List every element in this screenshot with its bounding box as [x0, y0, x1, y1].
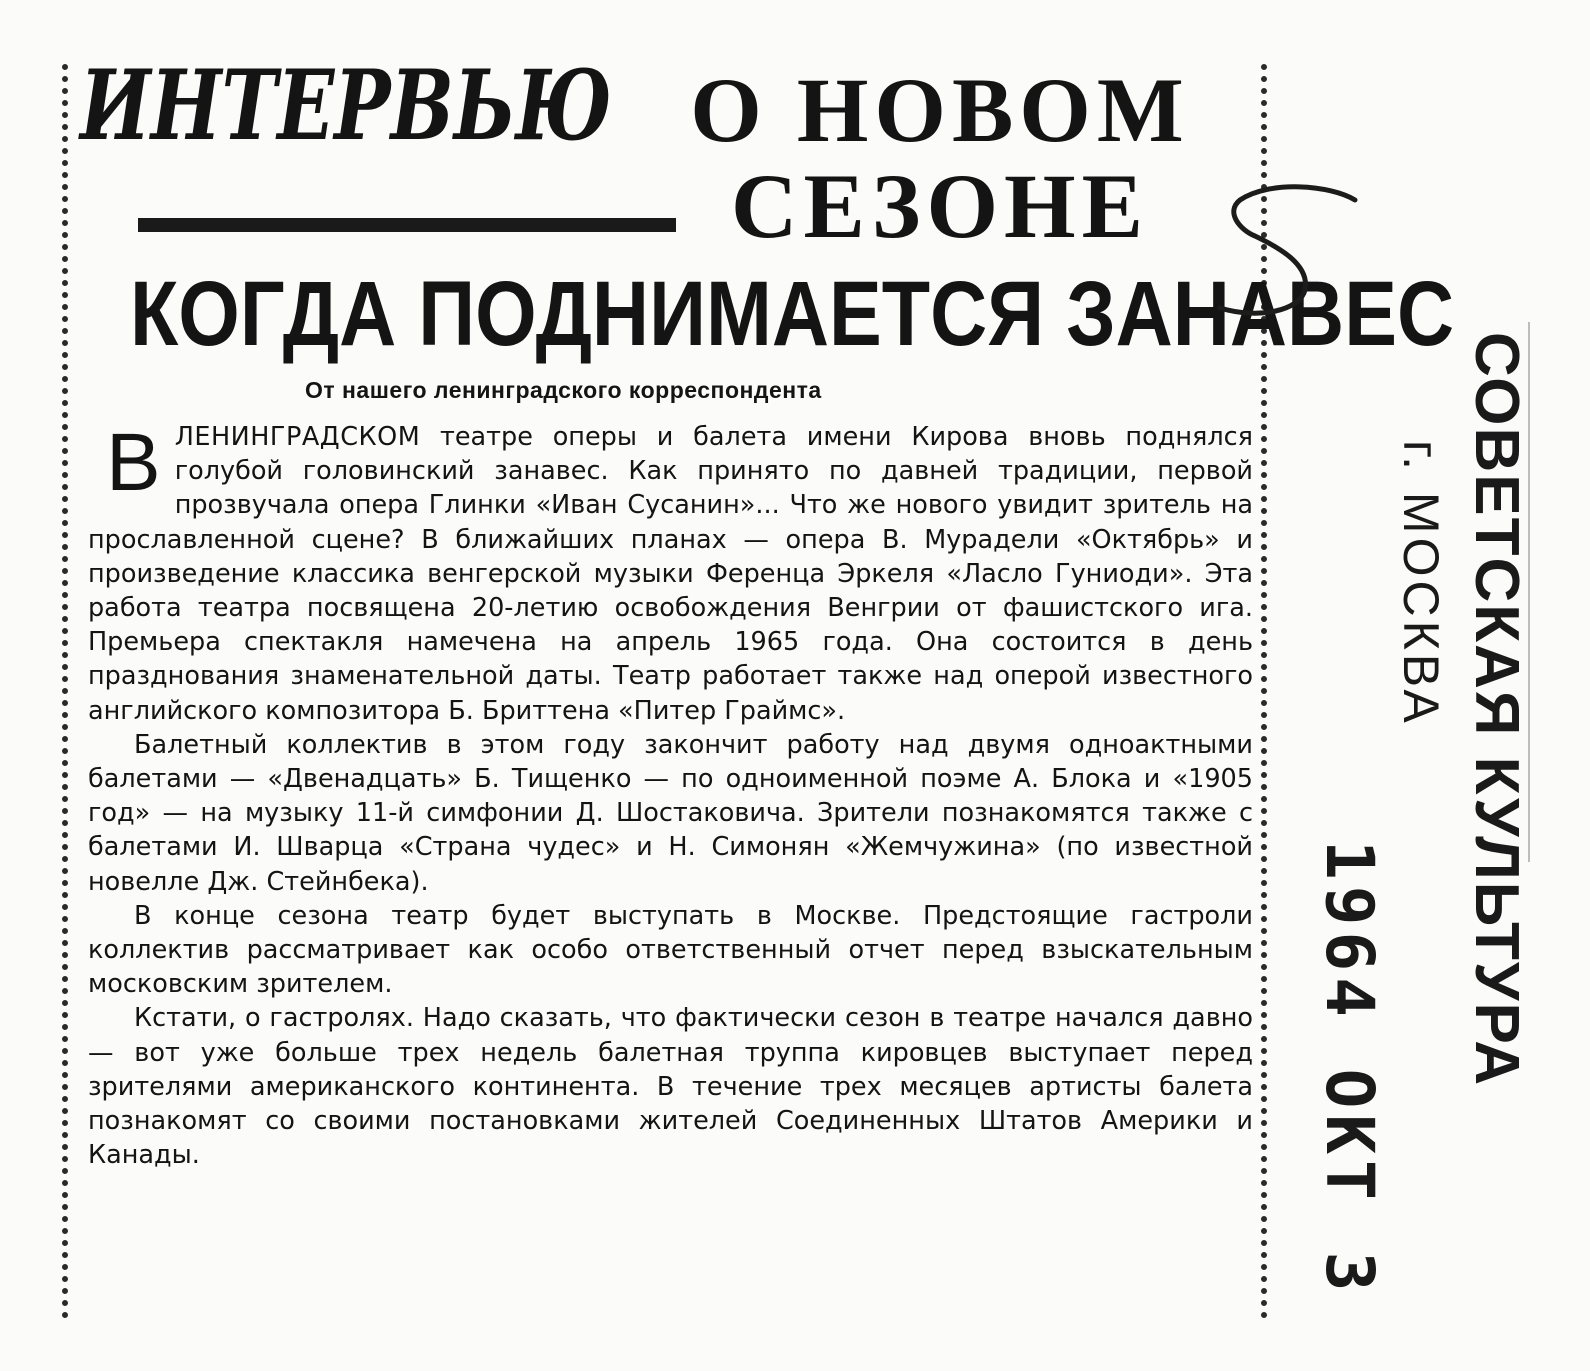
article-body — [88, 417, 1253, 1172]
article-byline: От нашего ленинградского корреспондента — [305, 377, 822, 403]
article-paragraph — [88, 417, 1253, 728]
article-paragraph: Балетный коллектив в этом году закончит работу над двумя одноактными балетами — «Двенадцать» Б. Тищенко — по одноименной поэме А. Блока и «1905 год» — на музыку 11-й симфонии Д. Шостаковича. Зрители познакомятся также с балетами И. Шварца «Страна чудес» и Н. Симонян «Жемчужина» (по известной новелле Дж. Стейнбека). — [88, 729, 1253, 897]
article-paragraph: В конце сезона театр будет выступать в Москве. Предстоящие гастроли коллектив рассматривает как особо ответственный отчет перед взыскательным московским зрителем. — [88, 900, 1253, 1000]
first-word: ЛЕНИНГРАДСКОМ — [174, 422, 421, 452]
rubric-label: ИНТЕРВЬЮ — [80, 49, 613, 162]
rubric-title: О НОВОМ СЕЗОНЕ — [690, 59, 1190, 257]
handwritten-number-mark — [1200, 170, 1360, 330]
city-stamp: г. МОСКВА — [1393, 440, 1449, 727]
date-stamp: 1964 ОКТ 3 — [1311, 840, 1388, 1298]
article-paragraph: Кстати, о гастролях. Надо сказать, что фактически сезон в театре начался давно — вот уже больше трех недель балетная труппа кировцев выступает перед зрителями американского континента. В течение трех месяцев артисты балета познакомят со своими постановками жителей Соединенных Штатов Америки и Канады. — [88, 1003, 1253, 1171]
paragraph-text: театре оперы и балета имени Кирова вновь поднялся голубой головинский занавес. Как принято по давней традиции, первой прозвучала опера Глинки «Иван Сусанин»... Что же нового увидит зритель на прославленной сцене? В ближайших планах — опера В. Мурадели «Октябрь» и произведение классика венгерской музыки Ференца Эркеля «Ласло Гуниоди». Эта работа театра посвящена 20-летию освобождения Венгрии от фашистского ига. Премьера спектакля намечена на апрель 1965 года. Она состоится в день празднования знаменательной даты. Театр работает также над оперой известного английского композитора Б. Бриттена «Питер Граймс». — [88, 422, 1253, 726]
newspaper-name-stamp: СОВЕТСКАЯ КУЛЬТУРА — [1462, 332, 1531, 1088]
article-headline: КОГДА ПОДНИМАЕТСЯ ЗАНАВЕС — [130, 263, 1455, 365]
rubric-underline — [138, 218, 676, 232]
drop-cap: В — [106, 417, 161, 508]
